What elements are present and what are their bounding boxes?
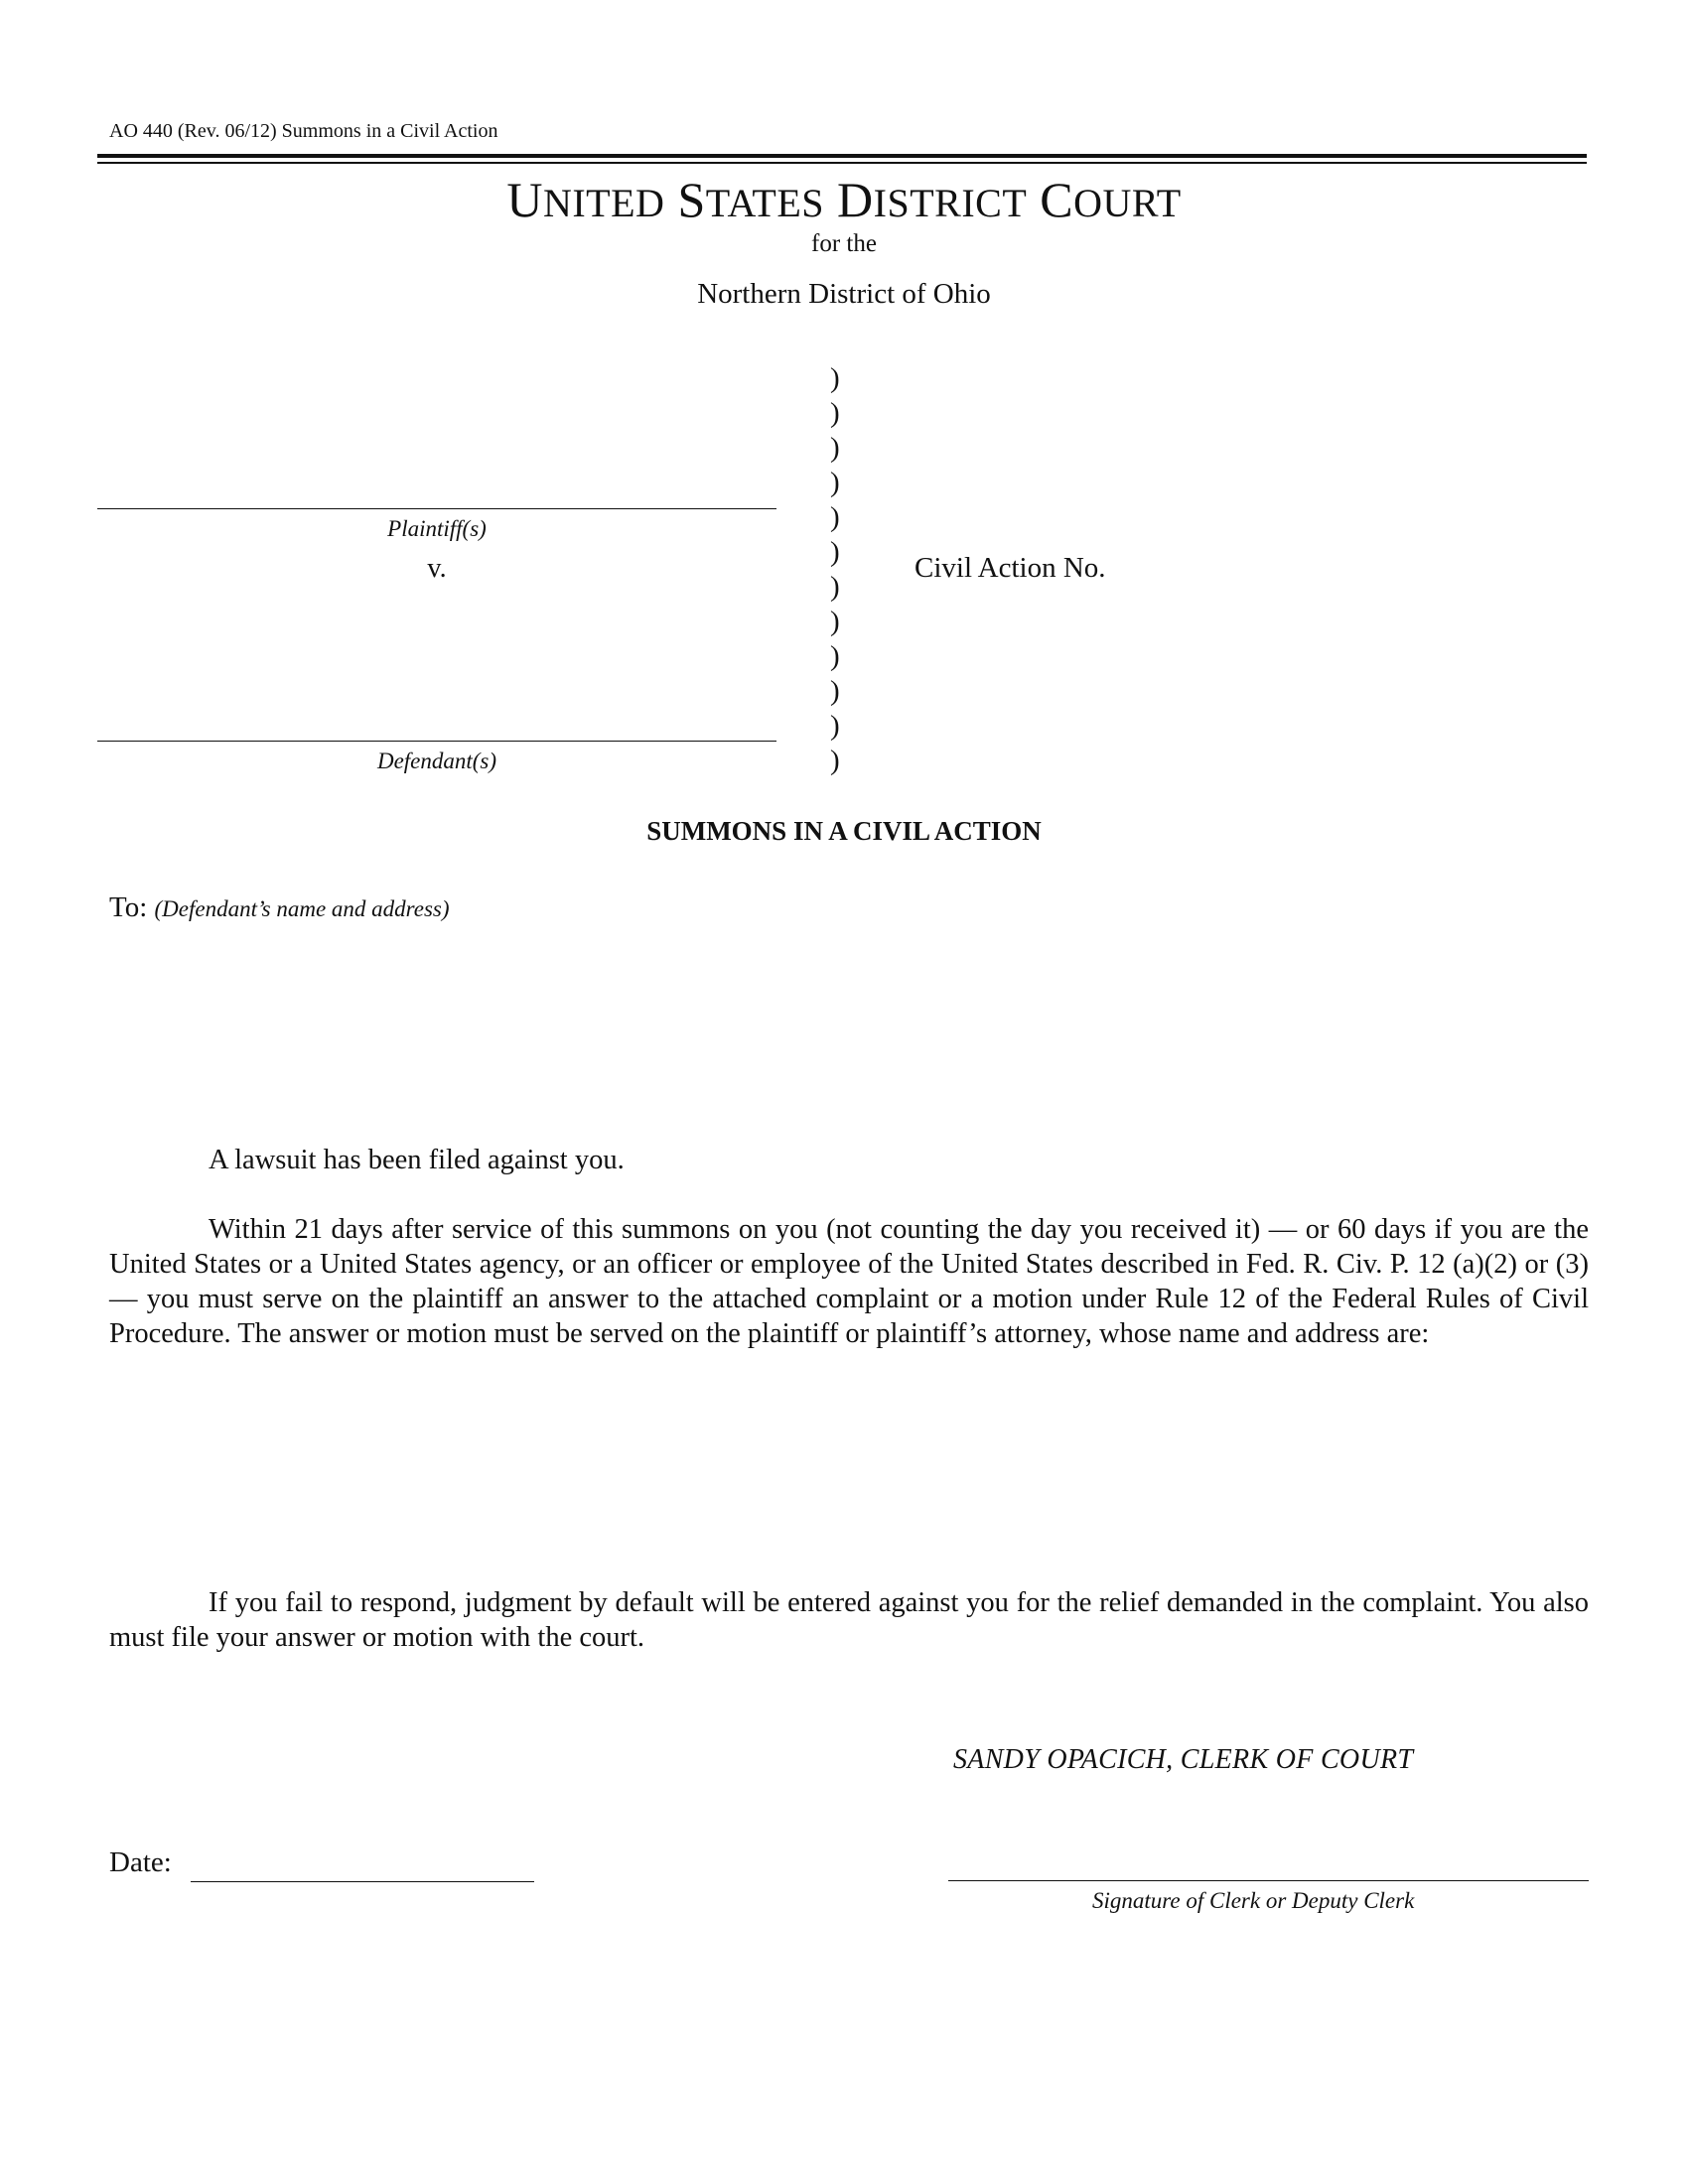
response-deadline-paragraph: Within 21 days after service of this summons on you (not counting the day you received it) — or 60 days if you are the United States or a United States agency, or an officer or employee of the United States described in Fed. R. Civ. P. 12 (a)(2) or (3) — you must serve on the plaintiff an answer to the attached complaint or a motion under Rule 12 of the Federal Rules of Civil Procedure. The answer or motion must be served on the plaintiff or plaintiff’s attorney, whose name and address are: <box>109 1214 1589 1349</box>
lawsuit-notice-paragraph: A lawsuit has been filed against you. <box>209 1145 625 1175</box>
plaintiff-label: Plaintiff(s) <box>387 516 487 541</box>
default-judgment-paragraph: If you fail to respond, judgment by default will be entered against you for the relief demanded in the complaint. You also must file your answer or motion with the court. <box>109 1587 1589 1653</box>
court-title: UNITED STATES DISTRICT COURT <box>506 172 1182 227</box>
caption-parenthesis: ) <box>830 362 840 394</box>
caption-parenthesis: ) <box>830 432 840 464</box>
caption-parenthesis: ) <box>830 710 840 742</box>
clerk-signature-line[interactable] <box>948 1880 1589 1881</box>
signature-label: Signature of Clerk or Deputy Clerk <box>1092 1888 1415 1913</box>
caption-parenthesis: ) <box>830 675 840 707</box>
caption-parenthesis: ) <box>830 640 840 672</box>
date-label: Date: <box>109 1846 172 1878</box>
defendant-name-line[interactable] <box>97 741 776 742</box>
caption-parenthesis: ) <box>830 745 840 776</box>
caption-parenthesis: ) <box>830 571 840 603</box>
civil-action-number-label: Civil Action No. <box>914 552 1106 584</box>
versus-label: v. <box>427 553 447 584</box>
caption-parenthesis: ) <box>830 536 840 568</box>
clerk-of-court-name: SANDY OPACICH, CLERK OF COURT <box>953 1744 1414 1775</box>
caption-parenthesis: ) <box>830 606 840 637</box>
defendant-label: Defendant(s) <box>376 749 497 773</box>
form-identifier: AO 440 (Rev. 06/12) Summons in a Civil Action <box>109 120 498 142</box>
to-label: To: <box>109 891 148 923</box>
header-rule-thin <box>97 162 1587 164</box>
plaintiff-name-line[interactable] <box>97 508 776 509</box>
caption-parenthesis-column <box>830 361 840 778</box>
for-the-label: for the <box>811 230 877 257</box>
to-line <box>109 891 450 924</box>
caption-parenthesis: ) <box>830 467 840 498</box>
district-name: Northern District of Ohio <box>697 278 991 310</box>
caption-parenthesis: ) <box>830 501 840 533</box>
summons-title: SUMMONS IN A CIVIL ACTION <box>646 816 1042 846</box>
defendant-address-hint: (Defendant’s name and address) <box>154 896 450 921</box>
date-line[interactable] <box>191 1881 534 1882</box>
header-rule-thick <box>97 154 1587 158</box>
caption-parenthesis: ) <box>830 397 840 429</box>
